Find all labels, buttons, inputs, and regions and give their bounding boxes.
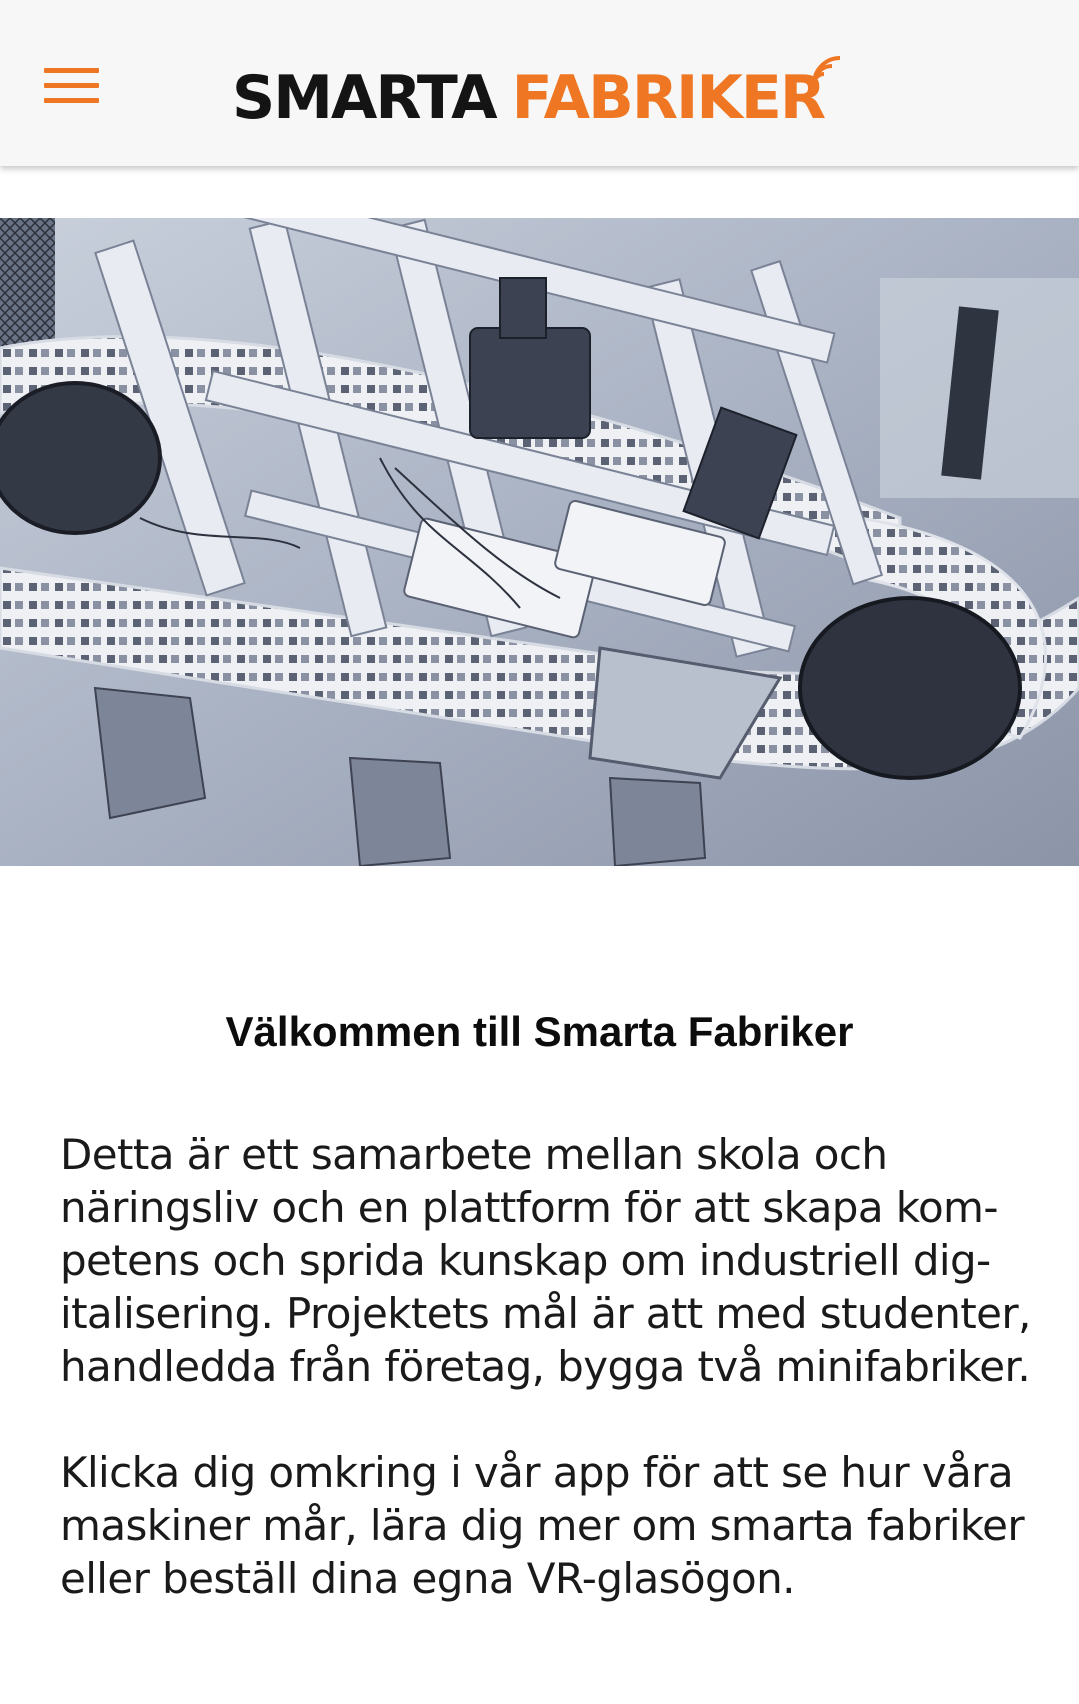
intro-paragraph-1 (60, 1128, 1035, 1393)
text-line: eller beställ dina egna VR-glasögon. (60, 1554, 795, 1603)
menu-bar (44, 98, 99, 103)
text-line: petens och sprida kunskap om industriell dig- (60, 1236, 991, 1285)
logo-word-fabriker (511, 63, 825, 133)
logo-word-smarta: SMARTA (232, 63, 496, 133)
text-line: handledda från företag, bygga två minifabriker. (60, 1342, 1031, 1391)
text-line: maskiner mår, lära dig mer om smarta fabriker (60, 1501, 1025, 1550)
menu-bar (44, 83, 99, 88)
brand-logo[interactable] (232, 48, 825, 133)
text-line: italisering. Projektets mål är att med studenter, (60, 1289, 1031, 1338)
welcome-title: Välkommen till Smarta Fabriker (225, 1008, 854, 1056)
signal-icon (808, 56, 842, 90)
hamburger-menu-icon[interactable] (36, 58, 108, 114)
menu-bar (44, 68, 99, 73)
text-line: Detta är ett samarbete mellan skola och (60, 1130, 888, 1179)
text-line: Klicka dig omkring i vår app för att se hur våra (60, 1448, 1013, 1497)
app-header (0, 0, 1079, 166)
logo-word-fabriker-text: FABRIKER (511, 63, 825, 133)
text-line: näringsliv och en plattform för att skapa kom- (60, 1183, 998, 1232)
factory-conveyor-photo (0, 218, 1079, 866)
intro-text (60, 1128, 1035, 1605)
intro-paragraph-2 (60, 1446, 1035, 1605)
hero-image (0, 218, 1079, 866)
